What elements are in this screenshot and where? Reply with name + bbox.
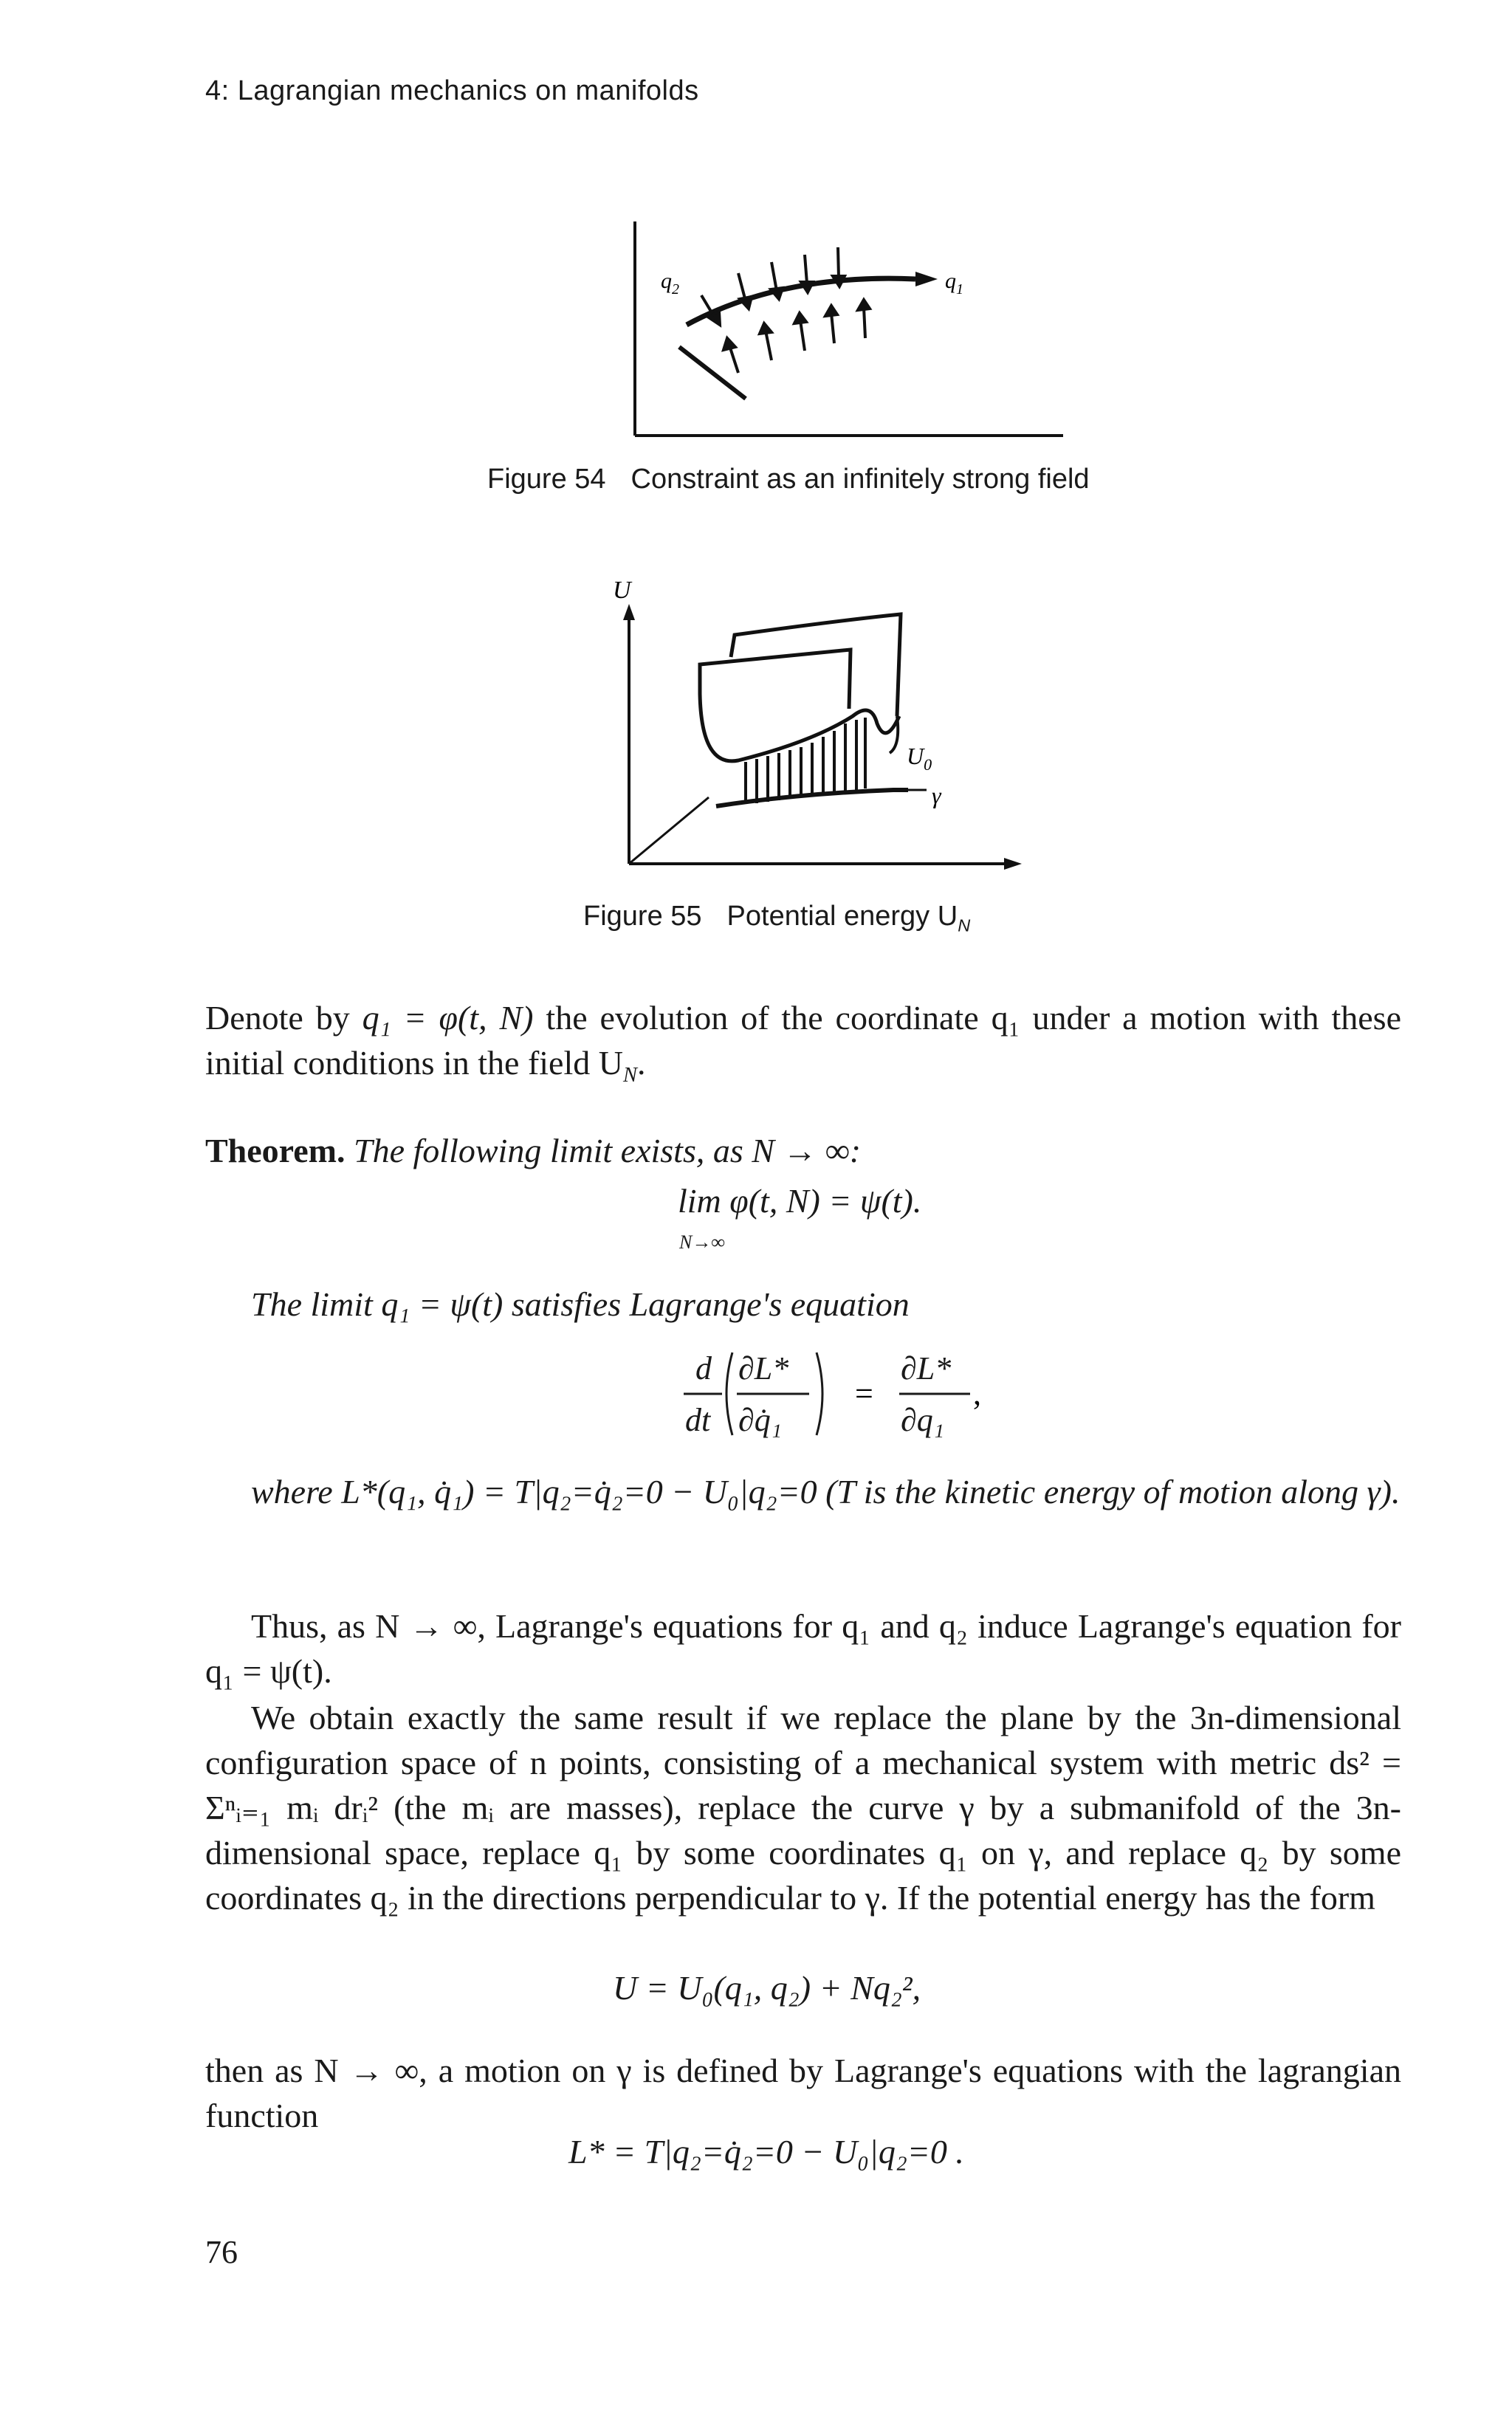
fig54-q2-sub: 2 bbox=[672, 281, 679, 298]
figure-54-caption bbox=[487, 464, 1090, 495]
figure-55-caption-sub: N bbox=[958, 915, 971, 935]
svg-text:∂q₁: ∂q₁ bbox=[901, 1402, 945, 1438]
limit-subscript: N→∞ bbox=[679, 1231, 725, 1253]
figure-55-caption bbox=[583, 901, 971, 935]
fig55-U-label: U bbox=[613, 577, 631, 604]
theorem-text: The following limit exists, as N → ∞: bbox=[345, 1132, 862, 1169]
svg-text:U0 bbox=[907, 743, 932, 774]
figure-54-number: Figure 54 bbox=[487, 464, 606, 495]
page-number: 76 bbox=[205, 2234, 238, 2270]
svg-text:q1 bbox=[945, 269, 963, 298]
svg-text:q2 bbox=[661, 269, 679, 298]
figure-55-number: Figure 55 bbox=[583, 901, 702, 932]
paragraph-4: then as N → ∞, a motion on γ is defined by Lagrange's equations with the lagrangian function bbox=[205, 2052, 1401, 2134]
paragraph-2: Thus, as N → ∞, Lagrange's equations for q₁ and q₂ induce Lagrange's equation for q₁ = ψ(t). bbox=[205, 1607, 1401, 1690]
fig54-q1-label: q bbox=[945, 269, 956, 293]
svg-text:∂q̇₁: ∂q̇₁ bbox=[738, 1402, 783, 1438]
figure-55-text: Potential energy U bbox=[726, 901, 958, 932]
paragraph-1: Denote by q₁ = φ(t, N) the evolution of the coordinate q₁ under a motion with these initial conditions in the field $U_N$. bbox=[205, 999, 1401, 1087]
lagrange-equation bbox=[679, 1336, 1019, 1462]
potential-equation: U = U₀(q₁, q₂) + Nq₂², bbox=[613, 1969, 921, 2007]
theorem-label: Theorem. bbox=[205, 1132, 346, 1169]
svg-text:,: , bbox=[973, 1375, 981, 1412]
fig54-q1-sub: 1 bbox=[956, 281, 963, 298]
where-clause: where L*(q₁, q̇₁) = T|q₂=q̇₂=0 − U₀|q₂=0 (T is the kinetic energy of motion along γ). bbox=[251, 1473, 1401, 1510]
fig55-U0-sub: 0 bbox=[924, 755, 932, 774]
fig55-gamma-label: γ bbox=[932, 782, 941, 808]
theorem-line-2: The limit q₁ = ψ(t) satisfies Lagrange's equation bbox=[251, 1285, 910, 1323]
fig54-q2-label: q bbox=[661, 269, 672, 293]
svg-text:d: d bbox=[695, 1350, 712, 1386]
figure-54-text: Constraint as an infinitely strong field bbox=[630, 464, 1090, 495]
svg-text:=: = bbox=[855, 1375, 873, 1412]
limit-equation: lim φ(t, N) = ψ(t). bbox=[678, 1182, 922, 1220]
running-header: 4: Lagrangian mechanics on manifolds bbox=[205, 75, 699, 106]
final-equation: L* = T|q₂=q̇₂=0 − U₀|q₂=0 . bbox=[568, 2133, 964, 2171]
theorem-statement bbox=[205, 1128, 1401, 1173]
svg-text:∂L*: ∂L* bbox=[901, 1350, 952, 1386]
fig55-U0-label: U bbox=[907, 743, 924, 769]
svg-text:∂L*: ∂L* bbox=[738, 1350, 789, 1386]
figure-54-diagram bbox=[591, 214, 1078, 443]
paragraph-3: We obtain exactly the same result if we replace the plane by the 3n-dimensional configuration space of n points, consisting of a mechanical system with metric ds² = Σⁿᵢ₌₁ mᵢ drᵢ² (the mᵢ are masses), replace the curve γ by a submanifold of the 3n-dimensional space, replace q₁ by some coordinates q₁ on γ, and replace q₂ by some coordinates q₂ in the directions perpendicular to γ. If the potential energy has the form bbox=[205, 1699, 1401, 1917]
svg-text:dt: dt bbox=[685, 1402, 711, 1438]
figure-55-diagram bbox=[591, 568, 1063, 879]
